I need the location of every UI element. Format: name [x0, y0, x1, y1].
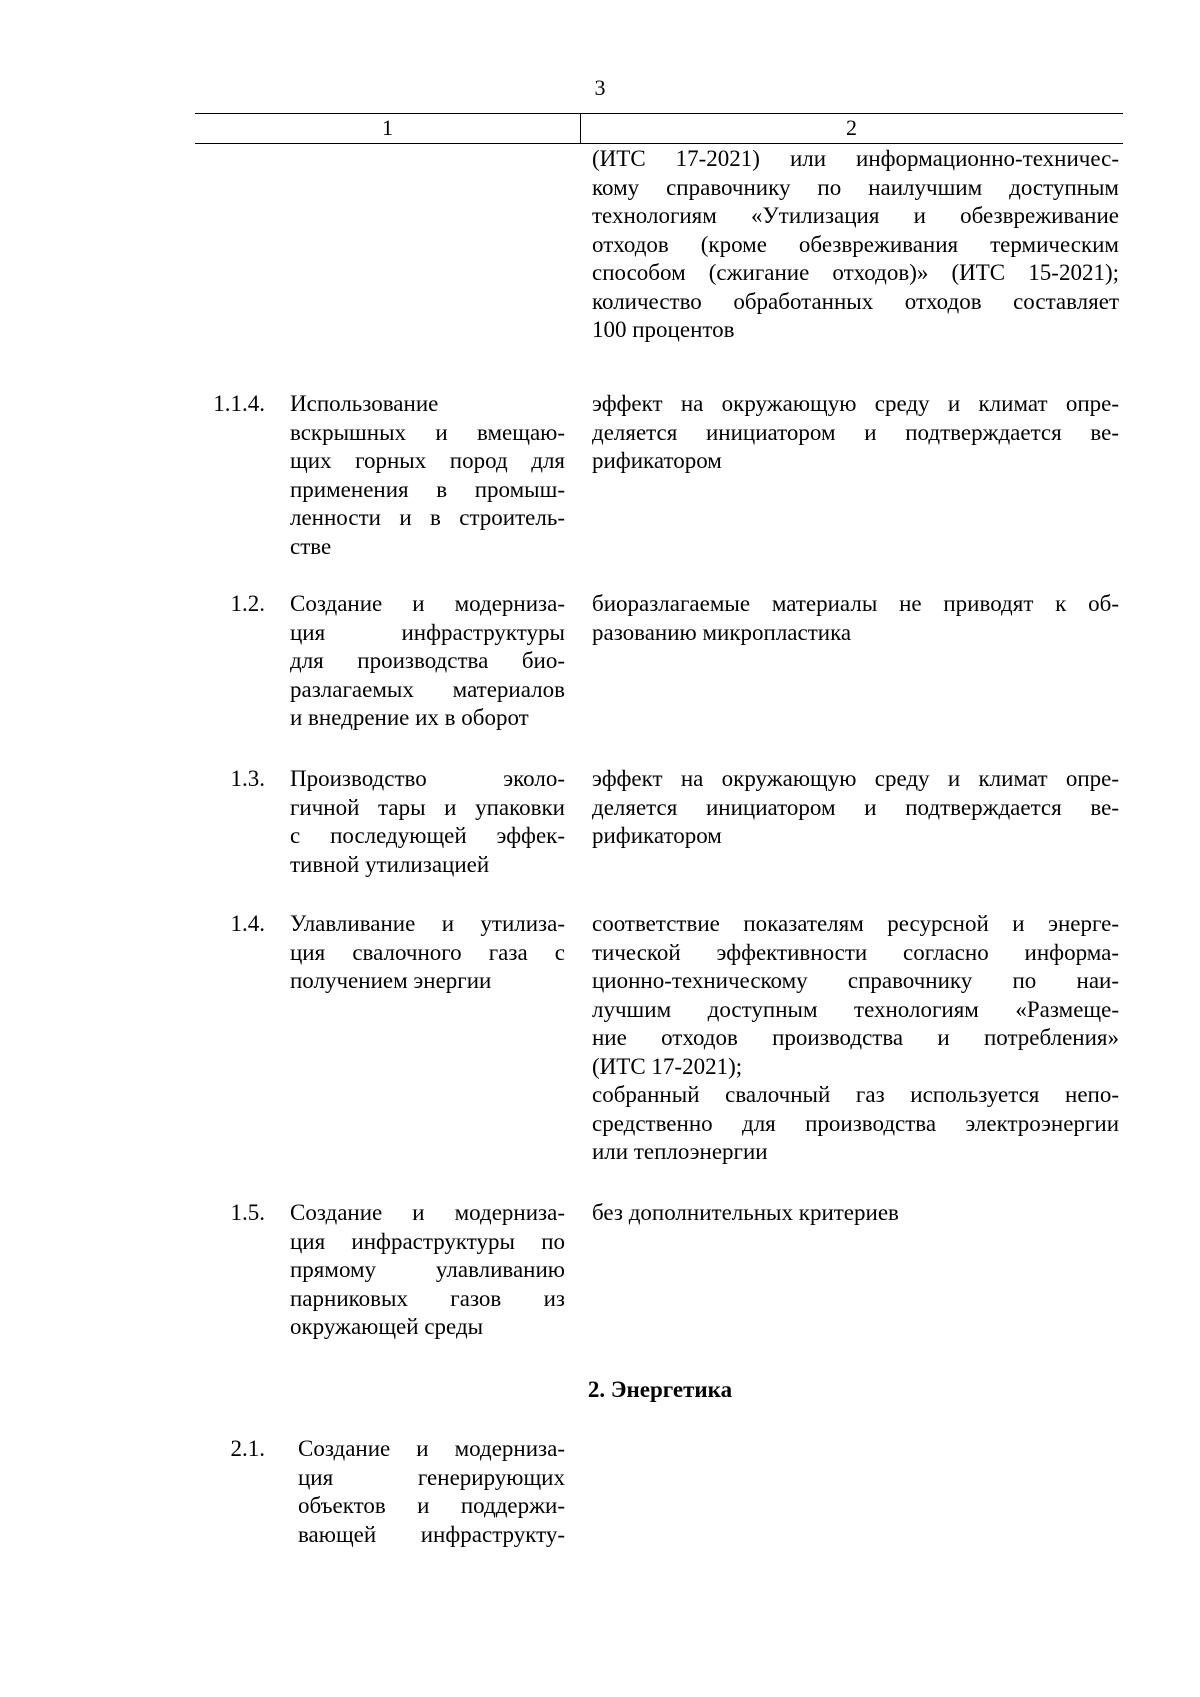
text-line: 100 процентов [592, 317, 735, 342]
activity-name [290, 765, 565, 879]
text-line: отходов (кроме обезвреживания термическим [592, 231, 1119, 257]
row-number: 2.1. [230, 1436, 265, 1461]
criteria-text [592, 765, 1119, 851]
text-line: с последующей эффек- [290, 823, 565, 848]
table-header-col-1: 1 [382, 115, 393, 140]
activity-name [298, 1435, 565, 1549]
text-line: объектов и поддержи- [298, 1493, 565, 1518]
text-line: количество обработанных отходов составляет [592, 288, 1119, 314]
section-heading: 2. Энергетика [587, 1377, 733, 1402]
text-line: ция инфраструктуры по [290, 1228, 565, 1254]
text-line: ция свалочного газа с [290, 939, 565, 965]
text-line: лучшим доступным технологиям «Размеще- [592, 996, 1119, 1022]
text-line: применения в промыш- [290, 476, 565, 502]
table-header-bottom-rule [195, 143, 1123, 144]
text-line: кому справочнику по наилучшим доступным [592, 174, 1119, 200]
text-line: (ИТС 17-2021); [592, 1053, 743, 1079]
text-line: собранный свалочный газ используется непо- [592, 1082, 1119, 1107]
row-number: 1.2. [230, 591, 265, 616]
text-line: деляется инициатором и подтверждается ве- [592, 794, 1119, 820]
text-line: гичной тары и упаковки [290, 794, 565, 820]
criteria-text [592, 1199, 1119, 1228]
text-line: (ИТС 17-2021) или информационно-техничес- [592, 146, 1119, 171]
text-line: технологиям «Утилизация и обезвреживание [592, 203, 1119, 228]
text-line: рификатором [592, 448, 722, 473]
text-line: получением энергии [290, 968, 492, 993]
text-line: или теплоэнергии [592, 1139, 768, 1164]
text-line: деляется инициатором и подтверждается ве- [592, 419, 1119, 445]
text-line: окружающей среды [290, 1314, 484, 1339]
text-line: Создание и модерниза- [290, 591, 565, 616]
text-line: ние отходов производства и потребления» [592, 1025, 1119, 1050]
text-line: разлагаемых материалов [290, 676, 565, 702]
activity-name [290, 390, 565, 561]
text-line: способом (сжигание отходов)» (ИТС 15-2021); [592, 260, 1119, 285]
text-line: эффект на окружающую среду и климат опре- [592, 766, 1119, 791]
text-line: вающей инфраструкту- [298, 1521, 565, 1547]
text-line: вскрышных и вмещаю- [290, 419, 565, 445]
row-number: 1.5. [230, 1200, 265, 1225]
page-number: 3 [594, 75, 606, 100]
text-line: без дополнительных критериев [592, 1200, 899, 1225]
text-line: стве [290, 533, 332, 559]
activity-name [290, 590, 565, 733]
text-line: парниковых газов из [290, 1285, 565, 1311]
text-line: Улавливание и утилиза- [290, 911, 565, 936]
text-line: ция инфраструктуры [290, 619, 565, 645]
text-line: тивной утилизацией [290, 851, 490, 877]
row-number: 1.4. [230, 911, 265, 936]
text-line: Создание и модерниза- [290, 1200, 565, 1225]
text-line: прямому улавливанию [290, 1257, 565, 1282]
table-header-col-2: 2 [846, 115, 857, 140]
criteria-text [592, 590, 1119, 647]
text-line: соответствие показателям ресурсной и энерге- [592, 911, 1119, 936]
criteria-text [592, 910, 1119, 1167]
row-number: 1.1.4. [213, 391, 265, 416]
text-line: Использование [290, 391, 439, 416]
text-line: ционно-техническому справочнику по наи- [592, 968, 1119, 993]
text-line: разованию микропластика [592, 619, 852, 645]
text-line: и внедрение их в оборот [290, 705, 529, 730]
text-line: ция генерирующих [298, 1464, 565, 1490]
row-number: 1.3. [230, 766, 265, 791]
text-line: эффект на окружающую среду и климат опре- [592, 391, 1119, 416]
criteria-text [592, 390, 1119, 476]
text-line: тической эффективности согласно информа- [592, 939, 1119, 965]
text-line: ленности и в строитель- [290, 505, 565, 530]
text-line: рификатором [592, 823, 722, 848]
text-line: Производство эколо- [290, 766, 565, 791]
activity-name [290, 1199, 565, 1342]
text-line: средственно для производства электроэнергии [592, 1110, 1119, 1136]
continued-criteria-text [592, 145, 1119, 345]
text-line: Создание и модерниза- [298, 1436, 565, 1461]
activity-name [290, 910, 565, 996]
text-line: щих горных пород для [290, 448, 565, 473]
text-line: для производства био- [290, 648, 565, 673]
text-line: биоразлагаемые материалы не приводят к об- [592, 591, 1119, 616]
